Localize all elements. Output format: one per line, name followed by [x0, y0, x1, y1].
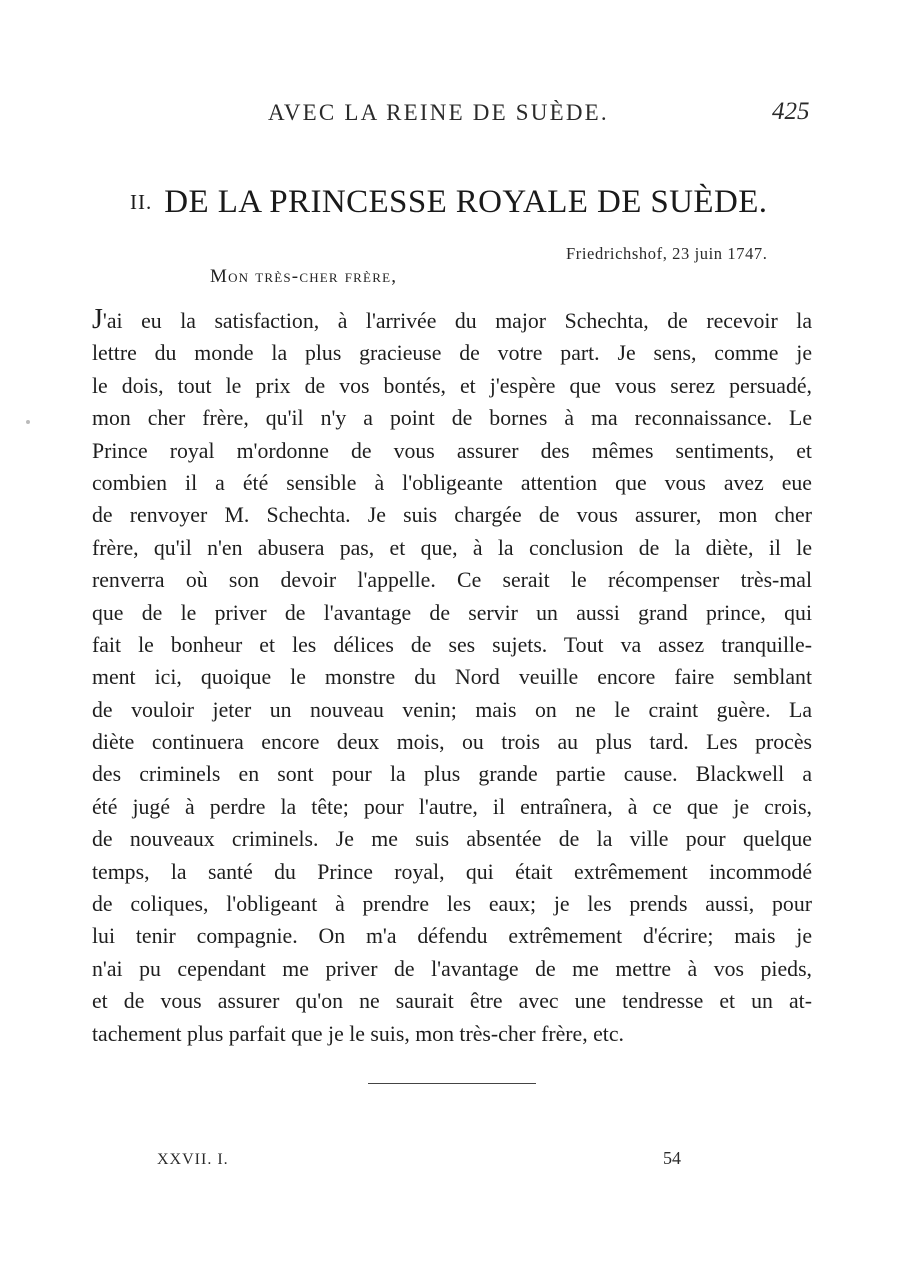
letter-title: DE LA PRINCESSE ROYALE DE SUÈDE.	[164, 184, 768, 220]
body-line: de vouloir jeter un nouveau venin; mais on ne le craint guère. La	[92, 697, 812, 722]
body-line: mon cher frère, qu'il n'y a point de bornes à ma reconnaissance. Le	[92, 406, 812, 431]
body-line: que de le priver de l'avantage de servir un aussi grand prince, qui	[92, 600, 812, 625]
letter-body	[92, 305, 812, 1050]
body-line: le dois, tout le prix de vos bontés, et j'espère que vous serez persuadé,	[92, 373, 812, 398]
body-line: de renvoyer M. Schechta. Je suis chargée de vous assurer, mon cher	[92, 503, 812, 528]
letter-number: II.	[130, 190, 153, 214]
drop-cap: J	[92, 304, 103, 335]
body-line: combien il a été sensible à l'obligeante attention que vous avez eue	[92, 470, 812, 495]
body-line	[92, 305, 812, 337]
salutation: Mon très-cher frère,	[210, 266, 398, 287]
body-line: et de vous assurer qu'on ne saurait être avec une tendresse et un at-	[92, 989, 812, 1014]
body-line: lui tenir compagnie. On m'a défendu extrêmement d'écrire; mais je	[92, 924, 812, 949]
letter-heading	[130, 184, 790, 221]
body-line: frère, qu'il n'en abusera pas, et que, à la conclusion de la diète, il le	[92, 535, 812, 560]
body-line: n'ai pu cependant me priver de l'avantage de me mettre à vos pieds,	[92, 956, 812, 981]
body-line: Prince royal m'ordonne de vous assurer des mêmes sentiments, et	[92, 438, 812, 463]
margin-speck	[26, 420, 30, 424]
body-line: temps, la santé du Prince royal, qui était extrêmement incommodé	[92, 859, 812, 884]
body-line: été jugé à perdre la tête; pour l'autre, il entraînera, à ce que je crois,	[92, 794, 812, 819]
body-line: de nouveaux criminels. Je me suis absentée de la ville pour quelque	[92, 827, 812, 852]
running-head: AVEC LA REINE DE SUÈDE.	[268, 100, 609, 125]
body-line: ment ici, quoique le monstre du Nord veuille encore faire semblant	[92, 665, 812, 690]
body-line: des criminels en sont pour la plus grande partie cause. Blackwell a	[92, 762, 812, 787]
dateline: Friedrichshof, 23 juin 1747.	[566, 244, 768, 263]
signature-mark: XXVII. I.	[157, 1151, 229, 1168]
body-line: lettre du monde la plus gracieuse de votre part. Je sens, comme je	[92, 341, 812, 366]
first-line-text: 'ai eu la satisfaction, à l'arrivée du major Schechta, de recevoir la	[102, 309, 812, 333]
closing-rule	[368, 1083, 536, 1084]
page-number: 425	[772, 98, 810, 125]
body-line: renverra où son devoir l'appelle. Ce serait le récompenser très-mal	[92, 568, 812, 593]
body-line: diète continuera encore deux mois, ou trois au plus tard. Les procès	[92, 730, 812, 755]
body-line: tachement plus parfait que je le suis, mon très-cher frère, etc.	[92, 1021, 624, 1046]
body-line: fait le bonheur et les délices de ses sujets. Tout va assez tranquille-	[92, 632, 812, 657]
body-line: de coliques, l'obligeant à prendre les eaux; je les prends aussi, pour	[92, 892, 812, 917]
folio-number: 54	[663, 1148, 681, 1168]
